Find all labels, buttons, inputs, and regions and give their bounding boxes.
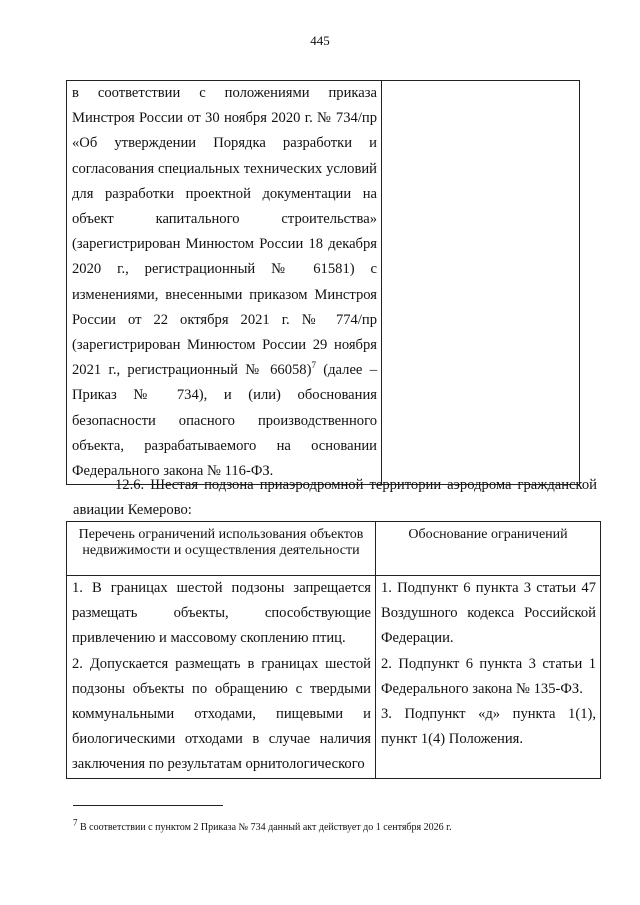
footnote bbox=[73, 817, 593, 834]
section-paragraph: 12.6. Шестая подзона приаэродромной территории аэродрома гражданской авиации Кемерово: bbox=[73, 477, 597, 518]
footnote-ref[interactable]: 7 bbox=[311, 360, 316, 371]
continuation-right-cell bbox=[382, 81, 580, 485]
restriction-item-2: 2. Допускается размещать в границах шестой подзоны объекты по обращению с твердыми коммунальными отходами, пищевыми и биологическими отходами в случае наличия заключения по результатам орнитологического bbox=[72, 655, 371, 773]
justification-item-2: 2. Подпункт 6 пункта 3 статьи 1 Федерального закона № 135-ФЗ. bbox=[381, 655, 596, 697]
page-number: 445 bbox=[310, 33, 330, 48]
justification-text bbox=[376, 576, 600, 752]
footnote-separator bbox=[73, 805, 223, 806]
header-right: Обоснование ограничений bbox=[408, 527, 568, 542]
left-text-start: в соответствии с положениями приказа Минстроя России от 30 ноября 2020 г. № 734/пр «Об утверждении Порядка разработки и согласования специальных технических условий для разработки проектной документации на объект капитального строительства» (зарегистрирован Минюстом России 18 декабря 2020 г., регистрационный № 61581) с изменениями, внесенными приказом Минстроя России от 22 октября 2021 г. № 774/пр (зарегистрирован Минюстом России 29 ноября 2021 г., регистрационный № 66058) bbox=[72, 85, 377, 379]
continuation-left-text bbox=[67, 81, 381, 484]
restrictions-table bbox=[66, 521, 601, 779]
restriction-item-1: 1. В границах шестой подзоны запрещается размещать объекты, способствующие привлечению и массовому скоплению птиц. bbox=[72, 580, 371, 647]
header-right-cell bbox=[376, 522, 601, 576]
restrictions-text bbox=[67, 576, 375, 778]
continuation-table bbox=[66, 80, 580, 485]
justification-item-3: 3. Подпункт «д» пункта 1(1), пункт 1(4) Положения. bbox=[381, 706, 596, 748]
left-text-end: (далее – Приказ № 734), и (или) обоснования безопасности опасного производственного объекта, разрабатываемого на основании Федерального закона № 116-ФЗ. bbox=[72, 362, 377, 480]
justification-cell bbox=[376, 576, 601, 779]
header-left: Перечень ограничений использования объектов недвижимости и осуществления деятельности bbox=[78, 527, 364, 558]
restrictions-cell bbox=[67, 576, 376, 779]
footnote-text: В соответствии с пунктом 2 Приказа № 734 данный акт действует до 1 сентября 2026 г. bbox=[77, 822, 452, 833]
justification-item-1: 1. Подпункт 6 пункта 3 статьи 47 Воздушного кодекса Российской Федерации. bbox=[381, 580, 596, 647]
footnote-mark: 7 bbox=[73, 817, 78, 828]
header-left-cell bbox=[67, 522, 376, 576]
continuation-left-cell bbox=[67, 81, 382, 485]
